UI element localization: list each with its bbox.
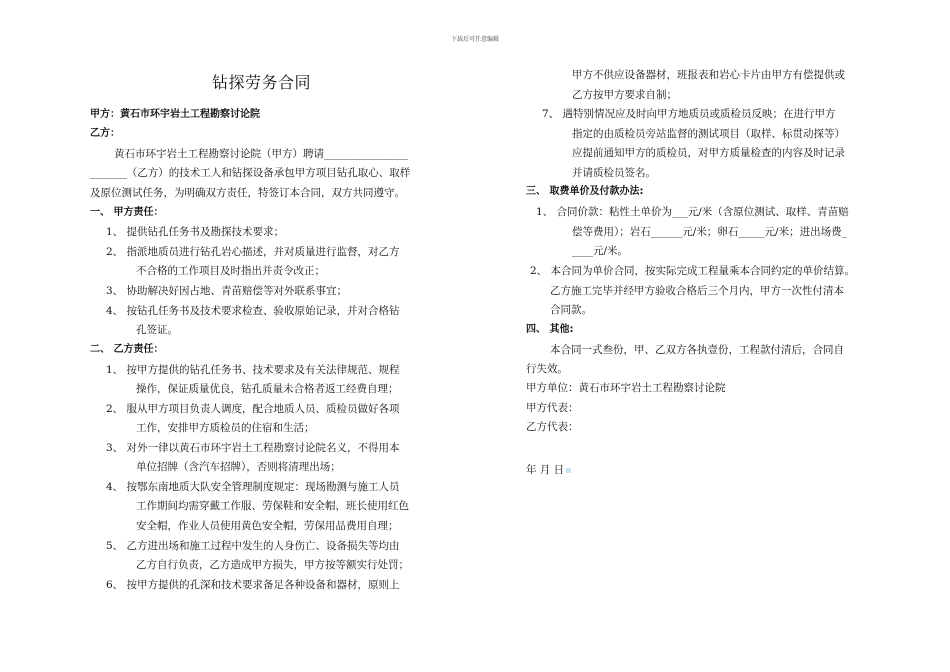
s2-item-1-cont: 操作，保证质量优良，钻孔质量未合格者返工经费自理；	[136, 383, 399, 395]
section-2-heading: 二、 乙方责任：	[90, 344, 164, 355]
s2-item-1: 1、 按甲方提供的钻孔任务书、技术要求及有关法律规范、规程	[106, 364, 400, 376]
s1-item-4: 4、 按钻孔任务书及技术要求检查、验收原始记录，并对合格钻	[106, 305, 400, 317]
s2-item-7-cont-2: 应提前通知甲方的质检员，对甲方质量检查的内容及时记录	[572, 147, 845, 159]
s1-item-2: 2、 指派地质员进行钻孔岩心描述，并对质量进行监督，对乙方	[106, 246, 400, 258]
s2-item-7-cont-3: 并请质检员签名。	[572, 167, 656, 179]
section-1-heading: 一、 甲方责任：	[90, 207, 164, 218]
header-note: 下载后可任意编辑	[450, 36, 499, 43]
s3-item-2-cont-2: 合同款。	[550, 304, 592, 316]
s1-item-3: 3、 协助解决好因占地、青苗赔偿等对外联系事宜；	[106, 285, 348, 297]
s2-item-2-cont: 工作，安排甲方质检员的住宿和生活；	[136, 422, 315, 434]
contract-title: 钻探劳务合同	[212, 73, 312, 92]
party-a-representative: 甲方代表：	[526, 402, 579, 414]
section-3-heading: 三、 取费单价及付款办法:	[526, 186, 644, 197]
s1-item-2-cont: 不合格的工作项目及时指出并责令改正；	[136, 265, 325, 277]
s3-item-1-cont-1: 偿等费用）；岩石______元/米；卵石_____元/米；进出场费_	[572, 226, 847, 238]
s2-item-3-cont: 单位招牌（含汽车招牌），否则将清理出场；	[136, 461, 341, 473]
s2-item-4: 4、 按鄂东南地质大队安全管理制度规定：现场勘测与施工人员	[106, 481, 400, 493]
intro-line-3: 及原位测试任务，为明确双方责任，特签订本合同，双方共同遵守。	[90, 187, 405, 199]
cursor-marker-icon	[566, 468, 571, 473]
s2-item-7-cont-1: 指定的由质检员旁站监督的测试项目（取样、标贯动探等）	[572, 128, 845, 140]
s2-item-5-cont: 乙方自行负责，乙方造成甲方损失，甲方按等额实行处罚；	[136, 559, 409, 571]
party-b: 乙方：	[90, 128, 120, 139]
s2-item-6-cont-1: 甲方不供应设备器材，班报表和岩心卡片由甲方有偿提供或	[572, 69, 845, 81]
s3-item-1-cont-2: ____元/米。	[572, 245, 629, 257]
s4-para-line-2: 行失效。	[526, 363, 568, 375]
section-4-heading: 四、 其他:	[526, 324, 574, 335]
s2-item-5: 5、 乙方进出场和施工过程中发生的人身伤亡、设备损失等均由	[106, 540, 400, 552]
s2-item-7: 7、 遇特别情况应及时向甲方地质员或质检员反映；在进行甲方	[542, 108, 836, 120]
s2-item-2: 2、 服从甲方项目负责人调度，配合地质人员、质检员做好各项	[106, 403, 400, 415]
s1-item-4-cont: 孔签证。	[136, 324, 178, 336]
intro-line-1: 黄石市环宇岩土工程勘察讨论院（甲方）聘请________________	[114, 148, 408, 160]
s2-item-6-cont-2: 乙方按甲方要求自制；	[572, 89, 677, 101]
s2-item-3: 3、 对外一律以黄石市环宇岩土工程勘察讨论院名义，不得用本	[106, 442, 400, 454]
s3-item-2: 2、 本合同为单价合同，按实际完成工程量乘本合同约定的单价结算。	[530, 265, 856, 277]
s3-item-1: 1、 合同价款：粘性土单价为___元/米（含原位测试、取样、青苗赔	[536, 206, 849, 218]
s2-item-4-cont-2: 安全帽，作业人员使用黄色安全帽，劳保用品费用自理；	[136, 520, 399, 532]
party-a: 甲方：黄石市环宇岩土工程勘察讨论院	[90, 109, 260, 120]
date-text: 年 月 日	[526, 464, 565, 476]
s2-item-4-cont-1: 工作期间均需穿戴工作服、劳保鞋和安全帽，班长使用红色	[136, 500, 409, 512]
intro-line-2: _______（乙方）的技术工人和钻探设备承包甲方项目钻孔取心、取样	[90, 167, 411, 179]
s1-item-1: 1、 提供钻孔任务书及勘探技术要求；	[106, 226, 285, 238]
party-a-unit: 甲方单位：黄石市环宇岩土工程勘察讨论院	[526, 382, 726, 394]
s3-item-2-cont-1: 乙方施工完毕并经甲方验收合格后三个月内，甲方一次性付清本	[550, 285, 844, 297]
party-b-representative: 乙方代表：	[526, 421, 579, 433]
s2-item-6: 6、 按甲方提供的孔深和技术要求备足各种设备和器材，原则上	[106, 579, 400, 591]
date-line	[526, 463, 571, 477]
s4-para-line-1: 本合同一式叁份，甲、乙双方各执壹份，工程款付清后，合同自	[550, 344, 844, 356]
